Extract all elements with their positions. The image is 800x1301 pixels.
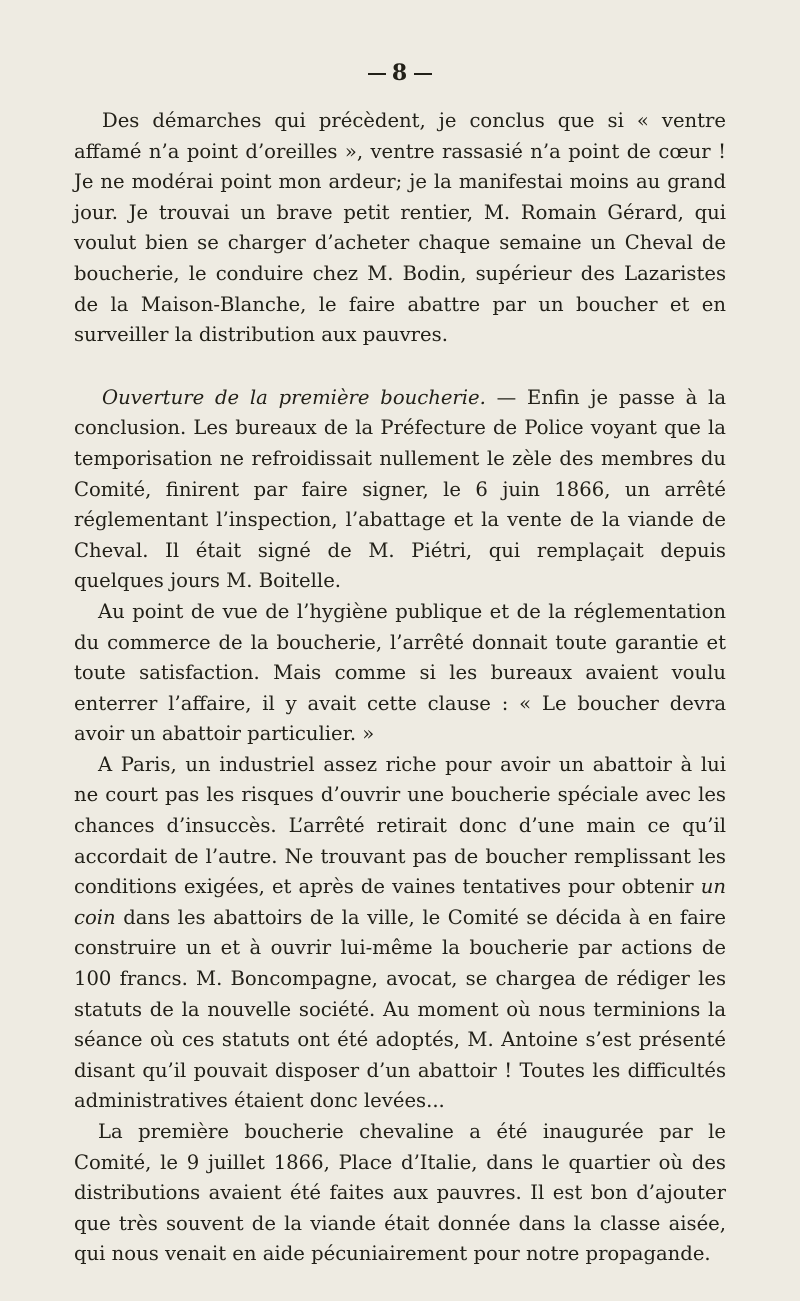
page-body	[74, 106, 726, 1270]
paragraph-intro: Des démarches qui précèdent, je conclus que si « ventre affamé n’a point d’oreilles », ventre rassasié n’a point de cœur ! Je ne modérai point mon ardeur; je la manifestai moins au grand jour. Je trouvai un brave petit rentier, M. Romain Gérard, qui voulut bien se charger d’acheter chaque semaine un Cheval de boucherie, le conduire chez M. Bodin, supérieur des Lazaristes de la Maison-Blanche, le faire abattre par un boucher et en surveiller la distribution aux pauvres.	[74, 109, 726, 347]
folio-dash-right	[414, 73, 432, 75]
paris-text-before: A Paris, un industriel assez riche pour avoir un abattoir à lui ne court pas les risques d’ouvrir une boucherie spéciale avec les chances d’insuccès. L’arrêté retirait donc d’une main ce qu’il accordait de l’autre. Ne trouvant pas de boucher remplissant les conditions exigées, et après de vaines tentatives pour obtenir	[74, 752, 726, 899]
paragraph-hygiene: Au point de vue de l’hygiène publique et de la réglementation du commerce de la boucherie, l’arrêté donnait toute garantie et toute satisfaction. Mais comme si les bureaux avaient voulu enterrer l’affaire, il y avait cette clause : « Le boucher devra avoir un abattoir particulier. »	[74, 599, 726, 746]
paragraph-section	[74, 383, 726, 597]
section-gap	[74, 351, 726, 383]
page-number-value: 8	[391, 60, 409, 86]
paris-emphasis: un coin	[74, 875, 726, 929]
folio-dash-left	[368, 73, 386, 75]
paris-text-after: dans les abattoirs de la ville, le Comité se décida à en faire construire un et à ouvrir lui-même la boucherie par actions de 100 francs. M. Boncompagne, avocat, se chargea de rédiger les statuts de la nouvelle société. Au moment où nous terminions la séance où ces statuts ont été adoptés, M. Antoine s’est présenté disant qu’il pouvait disposer d’un abattoir ! Toutes les difficultés administratives étaient donc levées...	[74, 905, 726, 1113]
section-text: — Enfin je passe à la conclusion. Les bureaux de la Préfecture de Police voyant que la temporisation ne refroidissait nullement le zèle des membres du Comité, finirent par faire signer, le 6 juin 1866, un arrêté réglementant l’inspection, l’abattage et la vente de la viande de Cheval. Il était signé de M. Piétri, qui remplaçait depuis quelques jours M. Boitelle.	[74, 385, 726, 593]
page-number	[74, 62, 726, 84]
paragraph-paris	[74, 750, 726, 1117]
section-title: Ouverture de la première boucherie.	[102, 385, 486, 409]
paragraph-inauguration: La première boucherie chevaline a été inaugurée par le Comité, le 9 juillet 1866, Place d’Italie, dans le quartier où des distributions avaient été faites aux pauvres. Il est bon d’ajouter que très souvent de la viande était donnée dans la classe aisée, qui nous venait en aide pécuniairement pour notre propagande.	[74, 1120, 726, 1266]
